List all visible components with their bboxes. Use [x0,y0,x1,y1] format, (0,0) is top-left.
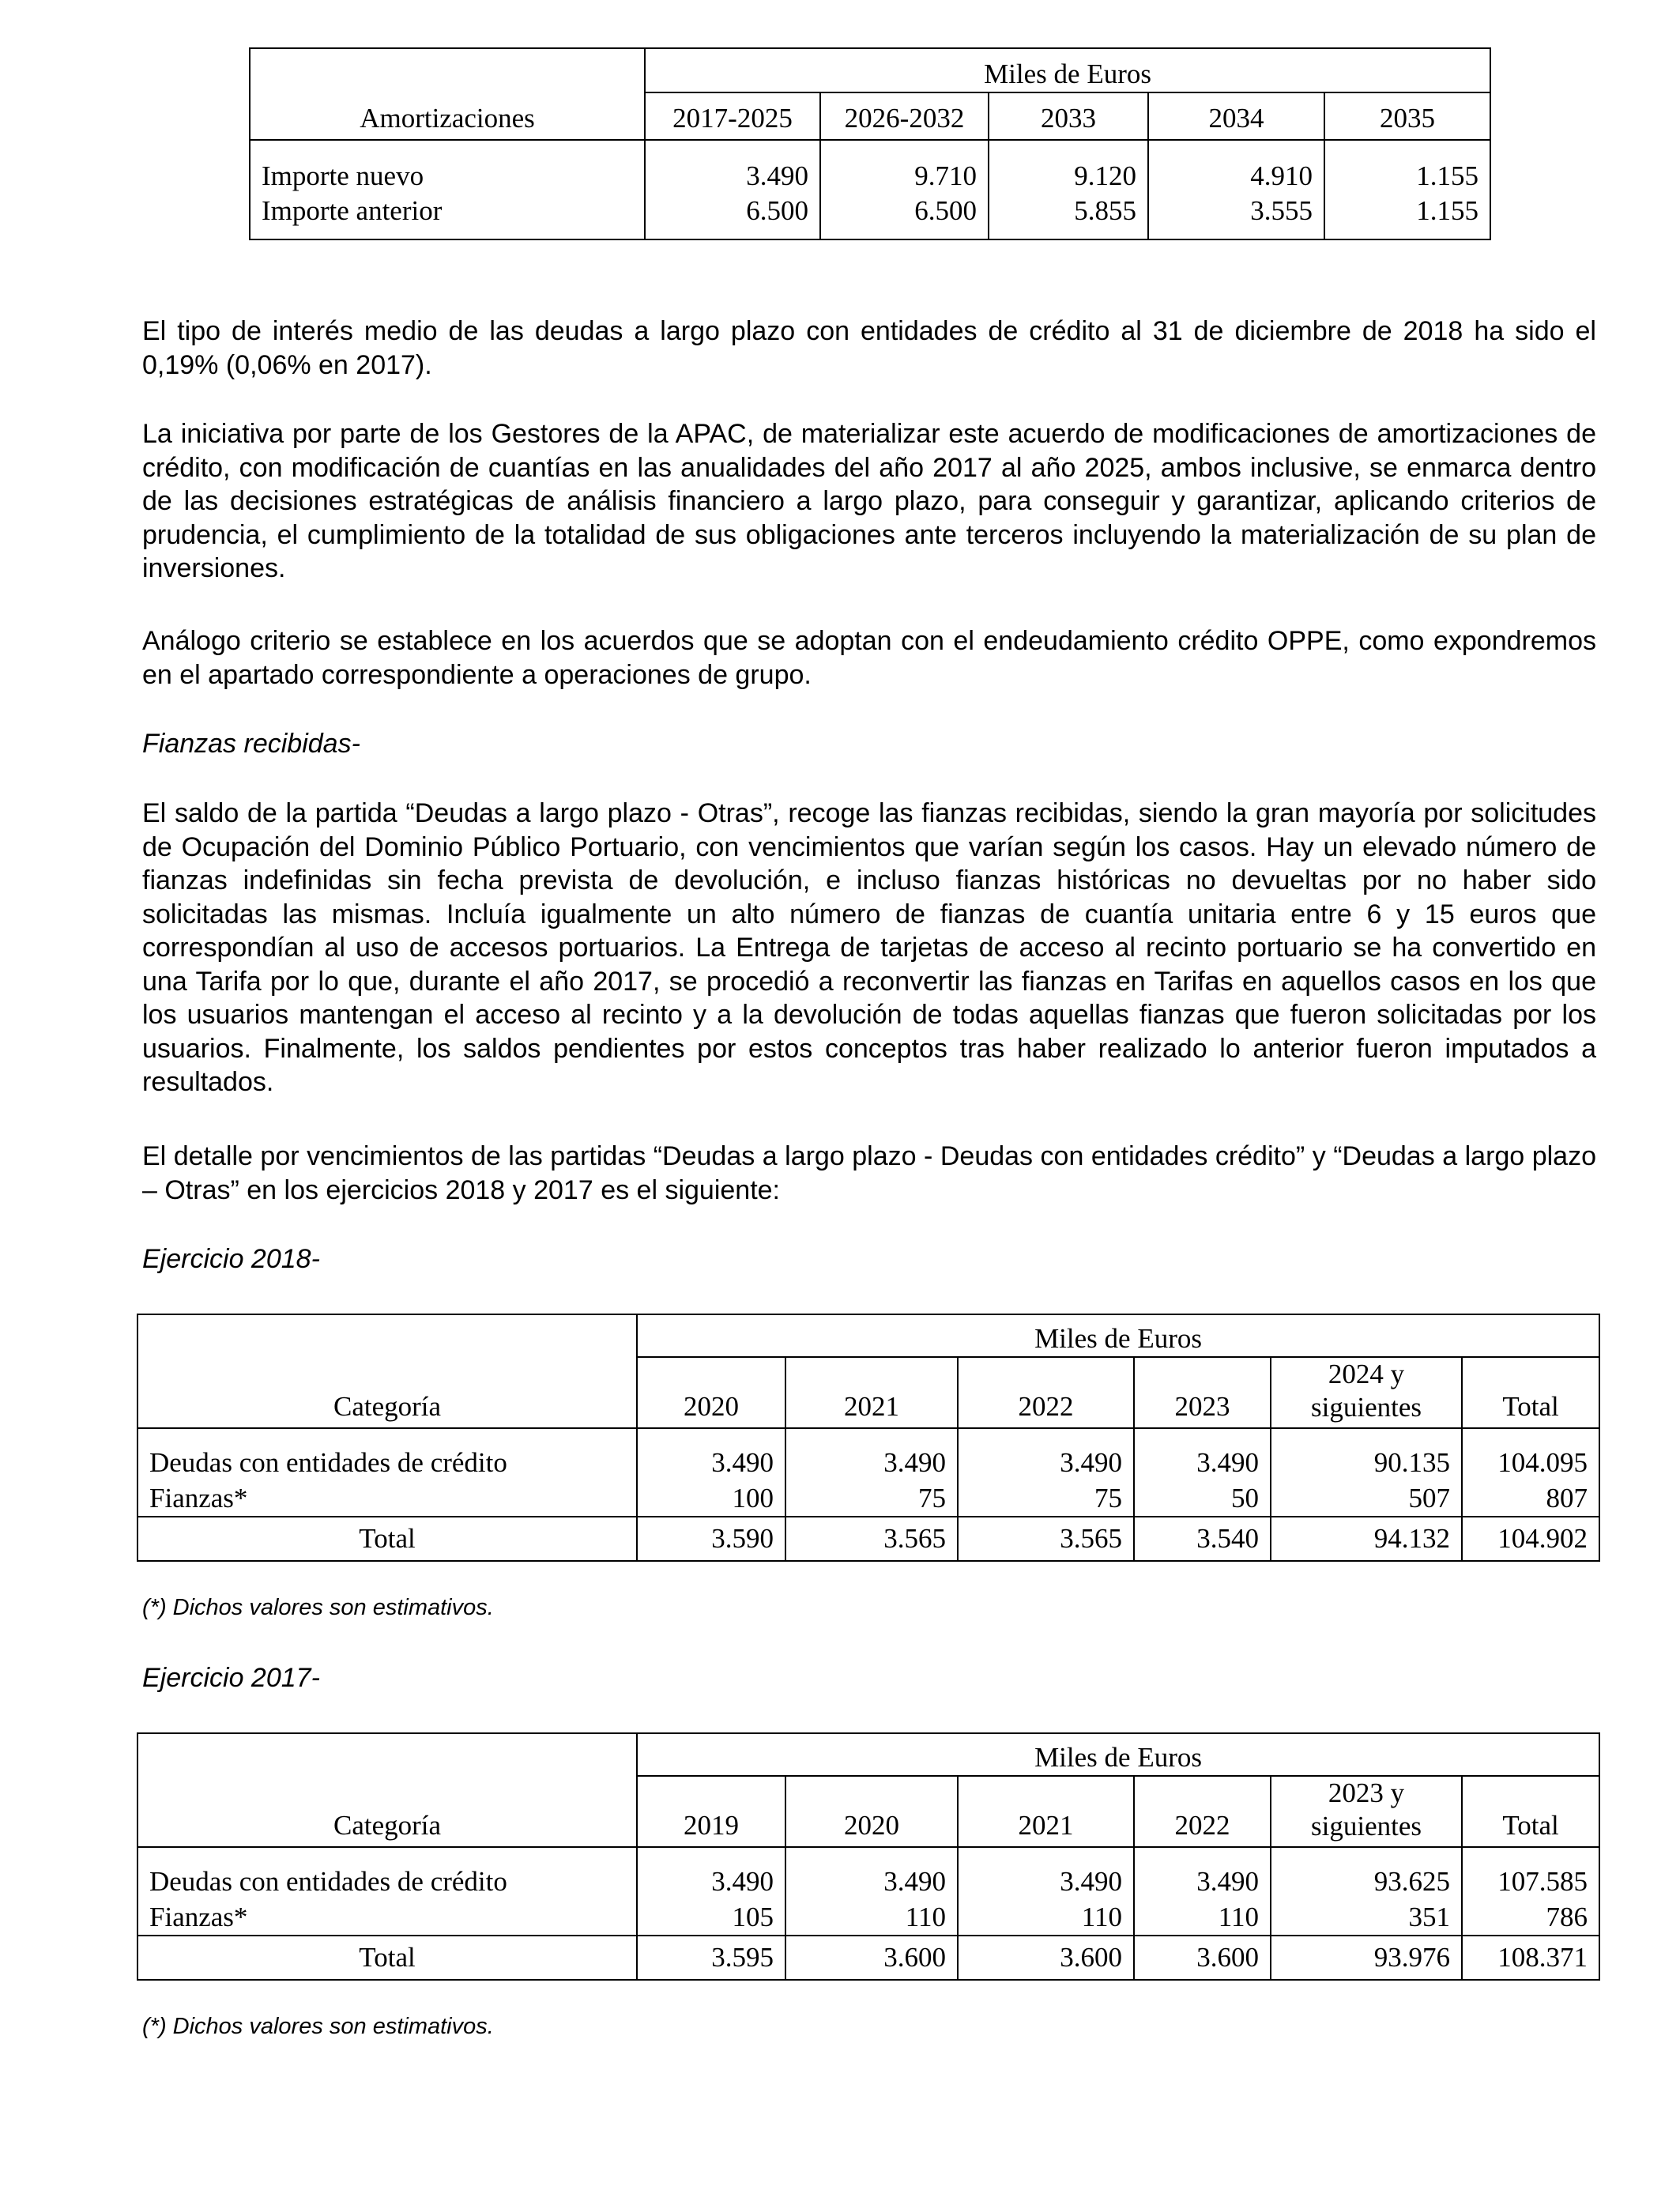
table-cell: 3.490 [958,1428,1134,1480]
ejercicio-2018-group-header: Miles de Euros [637,1314,1599,1357]
table-cell: 3.490 [637,1428,785,1480]
column-header: 2034 [1148,92,1324,140]
table-row [137,1428,1599,1480]
table-cell: 9.120 [989,140,1148,194]
table-cell: 3.600 [958,1936,1134,1980]
table-cell: 3.565 [785,1517,958,1561]
table-cell: 807 [1462,1480,1599,1517]
table-row [250,140,1490,194]
row-label: Importe nuevo [262,160,424,191]
table-cell: 105 [637,1899,785,1936]
table-cell: 108.371 [1462,1936,1599,1980]
table-cell: 3.600 [785,1936,958,1980]
table-cell: 3.490 [958,1847,1134,1899]
table-row [137,1847,1599,1899]
column-header: Total [1462,1357,1599,1428]
table-cell: 93.625 [1271,1847,1462,1899]
ejercicio-2017-row-header: Categoría [137,1776,637,1847]
total-label: Total [137,1517,637,1561]
table-cell: 107.585 [1462,1847,1599,1899]
paragraph-fianzas: El saldo de la partida “Deudas a largo plazo - Otras”, recoge las fianzas recibidas, siendo la gran mayoría por solicitudes de Ocupación del Dominio Público Portuario, con vencimientos que varían según los casos. Hay un elevado número de fianzas indefinidas sin fecha prevista de devolución, e incluso fianzas históricas no devueltas por no haber sido solicitadas las mismas. Incluía igualmente un alto número de fianzas de cuantía unitaria entre 6 y 15 euros que correspondían al uso de accesos portuarios. La Entrega de tarjetas de acceso al recinto portuario se ha convertido en una Tarifa por lo que, durante el año 2017, se procedió a reconvertir las fianzas en Tarifas en aquellos casos en los que los usuarios mantengan el acceso al recinto y a la devolución de todas aquellas fianzas que fueron solicitadas por los usuarios. Finalmente, los saldos pendientes por estos conceptos tras haber realizado lo anterior fueron imputados a resultados. [142,798,1596,1097]
column-header: 2017-2025 [645,92,820,140]
fianzas-heading: Fianzas recibidas- [142,729,360,759]
table-cell: 5.855 [989,194,1148,239]
row-label: Deudas con entidades de crédito [149,1866,507,1897]
column-header: 2033 [989,92,1148,140]
column-header: Total [1462,1776,1599,1847]
table-cell: 94.132 [1271,1517,1462,1561]
table-cell: 50 [1134,1480,1271,1517]
table-cell: 3.565 [958,1517,1134,1561]
ejercicio-2017-footnote: (*) Dichos valores son estimativos. [142,2014,494,2039]
table-row [137,1899,1599,1936]
table-cell: 100 [637,1480,785,1517]
column-header: 2020 [637,1357,785,1428]
column-header: 2019 [637,1776,785,1847]
paragraph-interest-rate: El tipo de interés medio de las deudas a largo plazo con entidades de crédito al 31 de diciembre de 2018 ha sido el 0,19% (0,06% en 2017). [142,316,1596,380]
paragraph-detail-intro: El detalle por vencimientos de las partidas “Deudas a largo plazo - Deudas con entidades crédito” y “Deudas a largo plazo – Otras” en los ejercicios 2018 y 2017 es el siguiente: [142,1141,1596,1205]
row-label: Importe anterior [262,195,443,226]
table-cell: 3.490 [1134,1428,1271,1480]
table-cell: 3.590 [637,1517,785,1561]
table-cell: 93.976 [1271,1936,1462,1980]
table-cell: 104.902 [1462,1517,1599,1561]
column-header: 2022 [1134,1776,1271,1847]
table-row [137,1480,1599,1517]
paragraph-oppe-criterion: Análogo criterio se establece en los acuerdos que se adoptan con el endeudamiento crédito OPPE, como expondremos en el apartado correspondiente a operaciones de grupo. [142,626,1596,690]
table-cell: 3.490 [645,140,820,194]
table-cell: 75 [785,1480,958,1517]
total-label: Total [137,1936,637,1980]
table-cell: 90.135 [1271,1428,1462,1480]
table-cell: 786 [1462,1899,1599,1936]
table-cell: 110 [785,1899,958,1936]
column-header: 2020 [785,1776,958,1847]
table-cell: 9.710 [820,140,989,194]
table-cell: 351 [1271,1899,1462,1936]
column-header: 2035 [1324,92,1490,140]
table-cell: 104.095 [1462,1428,1599,1480]
table-cell: 507 [1271,1480,1462,1517]
table-cell: 110 [1134,1899,1271,1936]
ejercicio-2017-group-header: Miles de Euros [637,1733,1599,1776]
table-cell: 3.540 [1134,1517,1271,1561]
row-label: Fianzas* [149,1483,248,1514]
column-header: 2023 y siguientes [1271,1776,1462,1847]
table-cell: 6.500 [645,194,820,239]
column-header: 2024 y siguientes [1271,1357,1462,1428]
ejercicio-2018-table [137,1314,1600,1562]
table-cell: 4.910 [1148,140,1324,194]
table-cell: 3.490 [637,1847,785,1899]
table-cell: 3.600 [1134,1936,1271,1980]
column-header: 2021 [785,1357,958,1428]
amortizaciones-row-header: Amortizaciones [250,92,645,140]
table-cell: 1.155 [1324,194,1490,239]
column-header: 2021 [958,1776,1134,1847]
table-cell: 110 [958,1899,1134,1936]
table-cell: 3.490 [1134,1847,1271,1899]
ejercicio-2018-heading: Ejercicio 2018- [142,1244,320,1274]
column-header: 2022 [958,1357,1134,1428]
table-cell: 1.155 [1324,140,1490,194]
table-cell: 3.595 [637,1936,785,1980]
ejercicio-2018-row-header: Categoría [137,1357,637,1428]
row-label: Deudas con entidades de crédito [149,1447,507,1478]
row-label: Fianzas* [149,1902,248,1932]
amortizaciones-group-header: Miles de Euros [645,48,1490,92]
table-row [250,194,1490,239]
table-cell: 3.490 [785,1428,958,1480]
table-cell: 3.555 [1148,194,1324,239]
amortizaciones-table [249,47,1491,240]
ejercicio-2017-table [137,1732,1600,1981]
ejercicio-2017-heading: Ejercicio 2017- [142,1663,320,1693]
table-total-row [137,1936,1599,1980]
paragraph-apac-initiative: La iniciativa por parte de los Gestores de la APAC, de materializar este acuerdo de modificaciones de amortizaciones de crédito, con modificación de cuantías en las anualidades del año 2017 al año 2025, ambos inclusive, se enmarca dentro de las decisiones estratégicas de análisis financiero a largo plazo, para conseguir y garantizar, aplicando criterios de prudencia, el cumplimiento de la totalidad de sus obligaciones ante terceros incluyendo la materialización de su plan de inversiones. [142,419,1596,583]
table-cell: 75 [958,1480,1134,1517]
table-cell: 6.500 [820,194,989,239]
ejercicio-2018-footnote: (*) Dichos valores son estimativos. [142,1595,494,1620]
column-header: 2023 [1134,1357,1271,1428]
column-header: 2026-2032 [820,92,989,140]
table-total-row [137,1517,1599,1561]
table-cell: 3.490 [785,1847,958,1899]
